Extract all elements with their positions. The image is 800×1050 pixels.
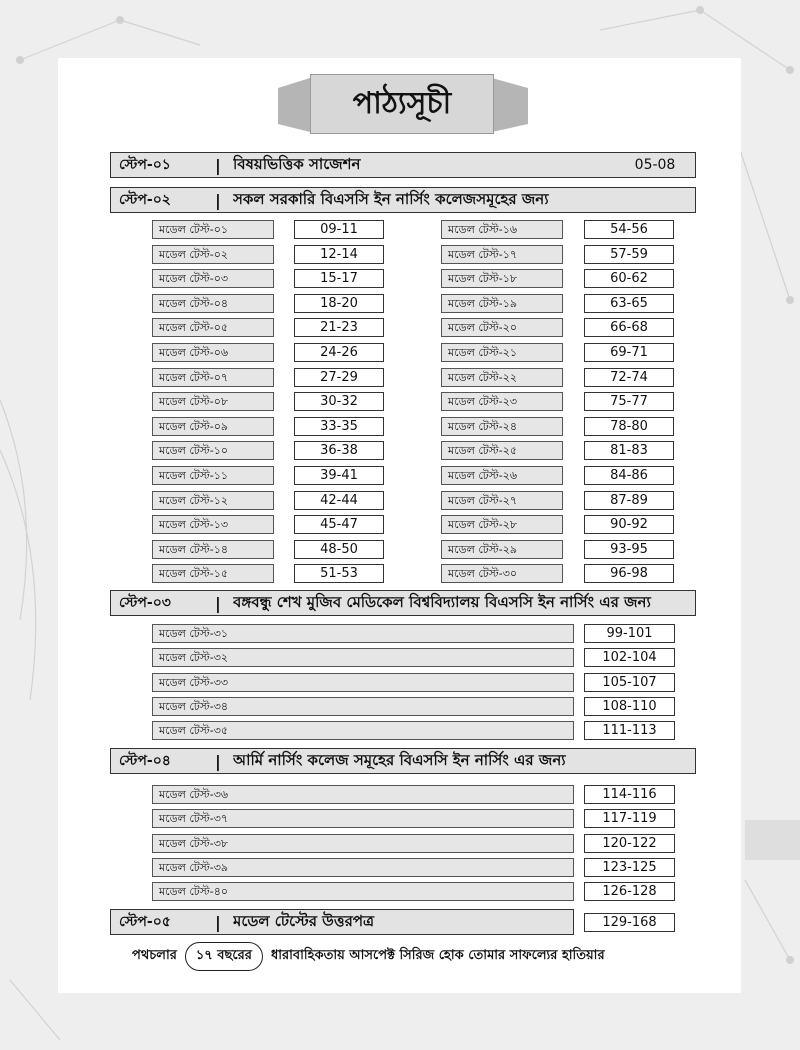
model-test-page-range: 90-92	[584, 515, 674, 534]
model-test-page-range: 114-116	[584, 785, 675, 804]
model-test-label: মডেল টেস্ট-৩৮	[152, 834, 574, 853]
step-title: মডেল টেস্টের উত্তরপত্র	[233, 911, 375, 930]
model-test-page-range: 108-110	[584, 697, 675, 716]
model-test-page-range: 60-62	[584, 269, 674, 288]
model-test-label: মডেল টেস্ট-০৪	[152, 294, 274, 313]
model-test-label: মডেল টেস্ট-১১	[152, 466, 274, 485]
model-test-page-range: 105-107	[584, 673, 675, 692]
model-test-page-range: 12-14	[294, 245, 384, 264]
model-test-label: মডেল টেস্ট-১৬	[441, 220, 563, 239]
step-01-row	[110, 152, 696, 178]
model-test-page-range: 126-128	[584, 882, 675, 901]
model-test-page-range: 21-23	[294, 318, 384, 337]
model-test-label: মডেল টেস্ট-২০	[441, 318, 563, 337]
model-test-page-range: 24-26	[294, 343, 384, 362]
separator: |	[215, 190, 221, 210]
model-test-label: মডেল টেস্ট-২৮	[441, 515, 563, 534]
model-test-label: মডেল টেস্ট-২৩	[441, 392, 563, 411]
model-test-label: মডেল টেস্ট-২১	[441, 343, 563, 362]
step-03-row	[110, 590, 696, 616]
model-test-label: মডেল টেস্ট-২৯	[441, 540, 563, 559]
model-test-page-range: 87-89	[584, 491, 674, 510]
model-test-page-range: 42-44	[294, 491, 384, 510]
model-test-page-range: 96-98	[584, 564, 674, 583]
model-test-page-range: 123-125	[584, 858, 675, 877]
separator: |	[215, 751, 221, 771]
model-test-label: মডেল টেস্ট-০২	[152, 245, 274, 264]
model-test-page-range: 66-68	[584, 318, 674, 337]
step-04-row	[110, 748, 696, 774]
model-test-page-range: 93-95	[584, 540, 674, 559]
footer-text-after: ধারাবাহিকতায় আসপেক্ট সিরিজ হোক তোমার সাফল্যের হাতিয়ার	[270, 947, 605, 963]
model-test-label: মডেল টেস্ট-২৪	[441, 417, 563, 436]
separator: |	[215, 155, 221, 175]
model-test-page-range: 111-113	[584, 721, 675, 740]
model-test-page-range: 57-59	[584, 245, 674, 264]
step-title: আর্মি নার্সিং কলেজ সমূহের বিএসসি ইন নার্সিং এর জন্য	[233, 750, 566, 769]
model-test-page-range: 45-47	[294, 515, 384, 534]
model-test-label: মডেল টেস্ট-১৭	[441, 245, 563, 264]
model-test-label: মডেল টেস্ট-৩৫	[152, 721, 574, 740]
model-test-page-range: 27-29	[294, 368, 384, 387]
model-test-label: মডেল টেস্ট-৩২	[152, 648, 574, 667]
years-badge: ১৭ বছরের	[185, 942, 263, 971]
model-test-label: মডেল টেস্ট-১০	[152, 441, 274, 460]
model-test-label: মডেল টেস্ট-১৫	[152, 564, 274, 583]
model-test-page-range: 36-38	[294, 441, 384, 460]
model-test-page-range: 99-101	[584, 624, 675, 643]
model-test-label: মডেল টেস্ট-১৯	[441, 294, 563, 313]
step-05-page-range: 129-168	[584, 913, 675, 932]
model-test-label: মডেল টেস্ট-১৮	[441, 269, 563, 288]
model-test-page-range: 09-11	[294, 220, 384, 239]
model-test-label: মডেল টেস্ট-১২	[152, 491, 274, 510]
model-test-label: মডেল টেস্ট-৩৬	[152, 785, 574, 804]
model-test-label: মডেল টেস্ট-৩৭	[152, 809, 574, 828]
model-test-page-range: 63-65	[584, 294, 674, 313]
model-test-page-range: 75-77	[584, 392, 674, 411]
step-title: বিষয়ভিত্তিক সাজেশন	[233, 154, 361, 173]
model-test-label: মডেল টেস্ট-৩১	[152, 624, 574, 643]
model-test-page-range: 48-50	[294, 540, 384, 559]
step-title: সকল সরকারি বিএসসি ইন নার্সিং কলেজসমূহের জন্য	[233, 189, 549, 208]
step-05-row	[110, 909, 574, 935]
model-test-page-range: 69-71	[584, 343, 674, 362]
model-test-label: মডেল টেস্ট-১৪	[152, 540, 274, 559]
model-test-page-range: 51-53	[294, 564, 384, 583]
model-test-page-range: 18-20	[294, 294, 384, 313]
model-test-page-range: 15-17	[294, 269, 384, 288]
model-test-label: মডেল টেস্ট-০৬	[152, 343, 274, 362]
separator: |	[215, 593, 221, 613]
model-test-label: মডেল টেস্ট-১৩	[152, 515, 274, 534]
footer-slogan	[132, 941, 662, 971]
step-title: বঙ্গবন্ধু শেখ মুজিব মেডিকেল বিশ্ববিদ্যালয় বিএসসি ইন নার্সিং এর জন্য	[233, 592, 651, 611]
model-test-label: মডেল টেস্ট-২২	[441, 368, 563, 387]
step-label: স্টেপ-০১	[119, 157, 171, 173]
model-test-page-range: 84-86	[584, 466, 674, 485]
model-test-label: মডেল টেস্ট-০৫	[152, 318, 274, 337]
model-test-page-range: 39-41	[294, 466, 384, 485]
model-test-page-range: 120-122	[584, 834, 675, 853]
step-label: স্টেপ-০৪	[119, 753, 171, 769]
step-label: স্টেপ-০২	[119, 192, 171, 208]
step-label: স্টেপ-০৫	[119, 914, 171, 930]
model-test-page-range: 72-74	[584, 368, 674, 387]
model-test-page-range: 78-80	[584, 417, 674, 436]
model-test-label: মডেল টেস্ট-২৬	[441, 466, 563, 485]
step-page-range: 05-08	[634, 157, 676, 173]
step-02-row	[110, 187, 696, 213]
step-label: স্টেপ-০৩	[119, 595, 171, 611]
model-test-page-range: 81-83	[584, 441, 674, 460]
model-test-label: মডেল টেস্ট-০৮	[152, 392, 274, 411]
model-test-label: মডেল টেস্ট-০৩	[152, 269, 274, 288]
model-test-label: মডেল টেস্ট-২৫	[441, 441, 563, 460]
model-test-page-range: 33-35	[294, 417, 384, 436]
title-banner	[278, 72, 528, 138]
separator: |	[215, 912, 221, 932]
model-test-label: মডেল টেস্ট-০১	[152, 220, 274, 239]
model-test-page-range: 54-56	[584, 220, 674, 239]
contents-page	[58, 58, 741, 993]
model-test-page-range: 30-32	[294, 392, 384, 411]
page-title: পাঠ্যসূচী	[310, 74, 494, 134]
model-test-label: মডেল টেস্ট-৩০	[441, 564, 563, 583]
model-test-label: মডেল টেস্ট-৩৪	[152, 697, 574, 716]
model-test-label: মডেল টেস্ট-৪০	[152, 882, 574, 901]
model-test-label: মডেল টেস্ট-৩৩	[152, 673, 574, 692]
model-test-page-range: 117-119	[584, 809, 675, 828]
model-test-label: মডেল টেস্ট-০৭	[152, 368, 274, 387]
footer-text-before: পথচলার	[132, 947, 177, 963]
model-test-label: মডেল টেস্ট-৩৯	[152, 858, 574, 877]
model-test-label: মডেল টেস্ট-০৯	[152, 417, 274, 436]
model-test-label: মডেল টেস্ট-২৭	[441, 491, 563, 510]
model-test-page-range: 102-104	[584, 648, 675, 667]
